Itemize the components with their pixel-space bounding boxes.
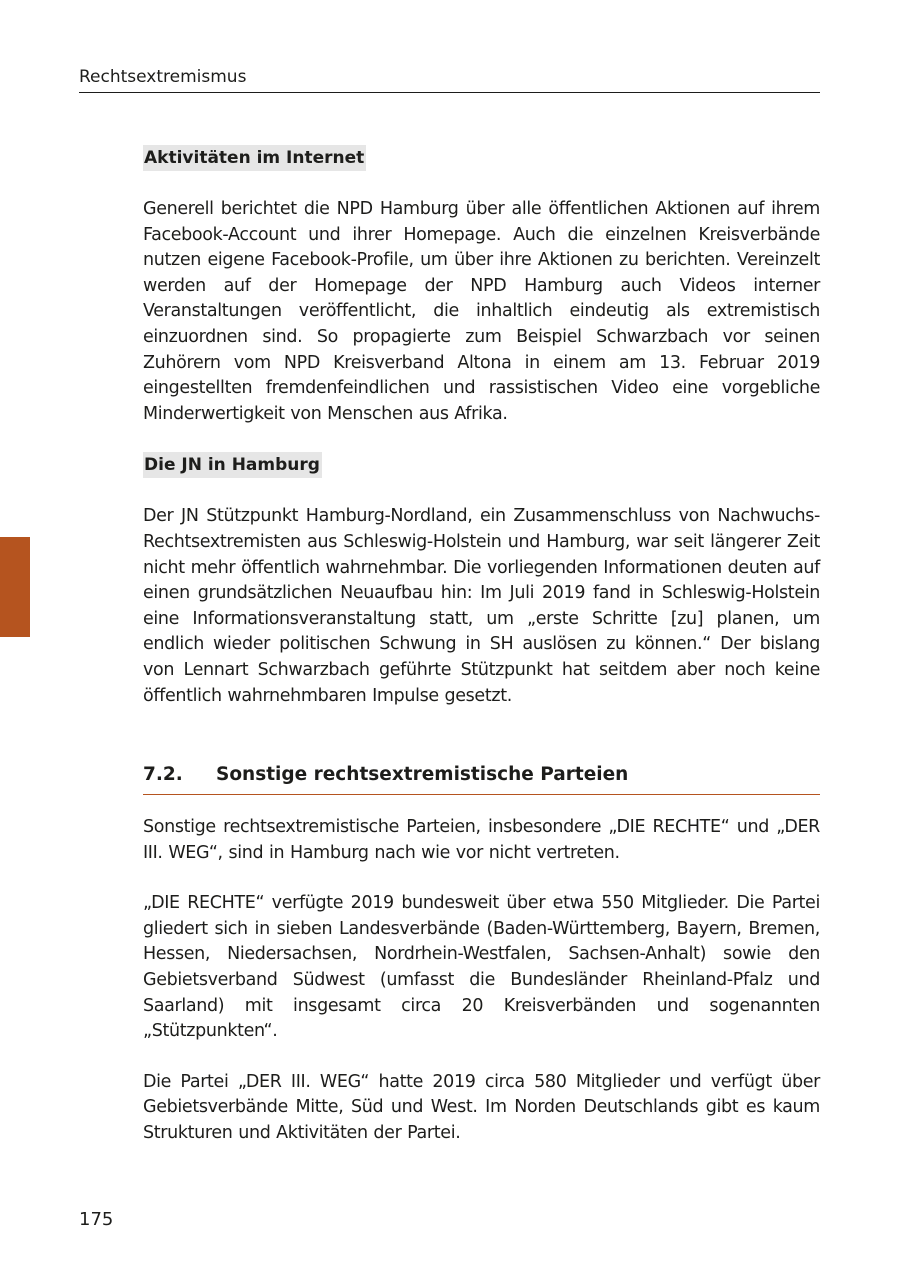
section-other-parties: [143, 761, 820, 1147]
subheading-jn: Die JN in Hamburg: [143, 452, 322, 478]
section-number: 7.2.: [143, 764, 183, 786]
paragraph-der-dritte-weg: Die Partei „DER III. WEG“ hatte 2019 circa 580 Mitglieder und verfügt über Gebietsverbände Mitte, Süd und West. Im Norden Deutschlands gibt es kaum Strukturen und Aktivitäten der Partei.: [143, 1071, 820, 1144]
chapter-side-tab: [0, 537, 30, 637]
section-title: Sonstige rechtsextremistische Parteien: [216, 764, 629, 786]
section-jn: [143, 452, 820, 709]
section-internet: [143, 145, 820, 427]
paragraph-parties-intro: Sonstige rechtsextremistische Parteien, insbesondere „DIE RECHTE“ und „DER III. WEG“, sind in Hamburg nach wie vor nicht vertreten.: [143, 817, 820, 863]
paragraph-jn: Der JN Stützpunkt Hamburg-Nordland, ein Zusammenschluss von Nachwuchs-Rechtsextremisten aus Schleswig-Holstein und Hamburg, war seit längerer Zeit nicht mehr öffentlich wahrnehmbar. Die vorliegenden Informationen deuten auf einen grundsätzlichen Neuaufbau hin: Im Juli 2019 fand in Schleswig-Holstein eine Informationsveranstaltung statt, um „erste Schritte [zu] planen, um endlich wieder politischen Schwung in SH auslösen zu können.“ Der bislang von Lennart Schwarzbach geführte Stützpunkt hat seitdem aber noch keine öffentlich wahrnehmbaren Impulse gesetzt.: [143, 506, 820, 706]
section-heading: [143, 761, 820, 795]
subheading-internet: Aktivitäten im Internet: [143, 145, 366, 171]
paragraph-die-rechte: „DIE RECHTE“ verfügte 2019 bundesweit über etwa 550 Mitglieder. Die Partei gliedert sich in sieben Landesverbände (Baden-Württemberg, Bayern, Bremen, Hessen, Niedersachsen, Nordrhein-Westfalen, Sachsen-Anhalt) sowie den Gebietsverband Südwest (umfasst die Bundesländer Rheinland-Pfalz und Saarland) mit insgesamt circa 20 Kreisverbänden und sogenannten „Stützpunkten“.: [143, 893, 820, 1042]
running-header: Rechtsextremismus: [79, 66, 820, 93]
page-number: 175: [79, 1209, 114, 1230]
main-content: [143, 145, 820, 1172]
paragraph-internet: Generell berichtet die NPD Hamburg über alle öffentlichen Aktionen auf ihrem Facebook-Account und ihrer Homepage. Auch die einzelnen Kreisverbände nutzen eigene Facebook-Profile, um über ihre Aktionen zu berichten. Vereinzelt werden auf der Homepage der NPD Hamburg auch Videos interner Veranstaltungen veröffentlicht, die inhaltlich eindeutig als extremistisch einzuordnen sind. So propagierte zum Beispiel Schwarzbach vor seinen Zuhörern vom NPD Kreisverband Altona in einem am 13. Februar 2019 eingestellten fremdenfeindlichen und rassistischen Video eine vorgebliche Minderwertigkeit von Menschen aus Afrika.: [143, 199, 820, 424]
